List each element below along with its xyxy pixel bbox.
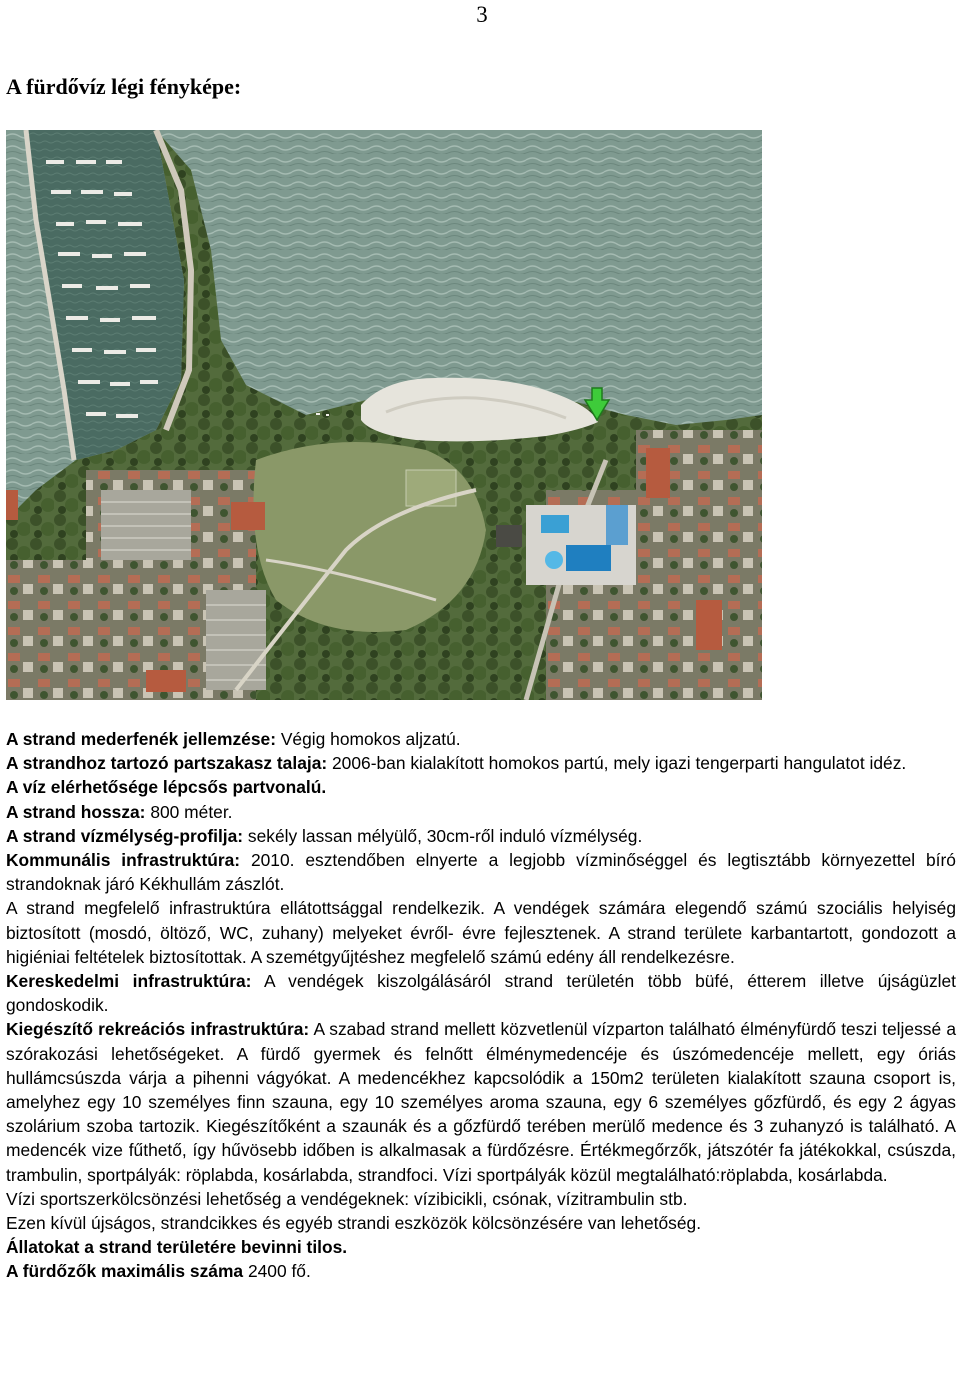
- water-access-label: A víz elérhetősége lépcsős partvonalú.: [6, 777, 327, 798]
- other-rentals: Ezen kívül újságos, strandcikkes és egyéb strandi eszközök kölcsönzésére van lehetőség.: [6, 1213, 702, 1234]
- beach-length: [6, 800, 956, 824]
- page-number: 3: [476, 2, 488, 27]
- max-bathers-label: A fürdőzők maximális száma: [6, 1261, 244, 1282]
- commercial-infrastructure-label: Kereskedelmi infrastruktúra:: [6, 971, 252, 992]
- water-sports-rental: Vízi sportszerkölcsönzési lehetőség a vendégeknek: vízibicikli, csónak, vízitrambulin stb.: [6, 1188, 688, 1209]
- shore-soil-text: 2006-ban kialakított homokos partú, mely igazi tengerparti hangulatot idéz.: [327, 753, 907, 774]
- recreational-infrastructure: [6, 1017, 956, 1186]
- beach-length-label: A strand hossza:: [6, 801, 146, 822]
- aerial-photo: [6, 130, 762, 700]
- animals-prohibited: [6, 1235, 956, 1259]
- page-heading: A fürdővíz légi fényképe:: [6, 74, 242, 99]
- depth-profile-text: sekély lassan mélyülő, 30cm-ről induló vízmélység.: [243, 825, 643, 846]
- infrastructure-equipment: A strand megfelelő infrastruktúra ellátottsággal rendelkezik. A vendégek számára elegendő számú szociális helyiség biztosított (mosdó, öltöző, WC, zuhany) melyeket évről- évre fejlesztenek. A strand területe karbantartott, gondozott a higiéniai feltételek biztosítottak. A szemétgyűjtéshez megfelelő számú edény áll rendelkezésre.: [6, 898, 956, 967]
- commercial-infrastructure: [6, 969, 956, 1017]
- beach-length-text: 800 méter.: [145, 801, 233, 822]
- seabed-characteristics: [6, 727, 956, 751]
- commercial-infrastructure-text: A vendégek kiszolgálásáról strand területén több büfé, étterem illetve újságüzlet gondoskodik.: [6, 971, 957, 1016]
- recreational-infrastructure-text: A szabad strand mellett közvetlenül vízparton található élményfürdő teszi teljessé a szórakozási lehetőségeket. A fürdő gyermek és felnőtt élménymedencéje és úszómedencéje mellett, egy óriás hullámcsúszda várja a pihenni vágyókat. A medencékhez kapcsolódik a 150m2 területen kialakított szauna csoport is, amelyhez egy 10 személyes finn szauna, egy 10 személyes aroma szauna, egy 6 személyes gőzfürdő, és egy 2 ágyas szolárium szoba tartozik. Kiegészítőként a szaunák és a gőzfürdő terében merülő medence és 3 zuhanyzó is található. A medencék vize fűthető, így hűvösebb időben is alkalmasak a fürdőzésre. Értékmegőrzők, játszótér fa játékokkal, csúszda, trambulin, sportpályák: röplabda, kosárlabda, strandfoci. Vízi sportpályák közül megtalálható:röplabda, kosárlabda.: [6, 1019, 957, 1185]
- max-bathers-text: 2400 fő.: [243, 1261, 311, 1282]
- seabed-text: Végig homokos aljzatú.: [276, 729, 461, 749]
- shore-soil-label: A strandhoz tartozó partszakasz talaja:: [6, 753, 328, 774]
- communal-infrastructure-label: Kommunális infrastruktúra:: [6, 850, 241, 871]
- seabed-label: A strand mederfenék jellemzése:: [6, 729, 276, 749]
- water-access: [6, 775, 956, 799]
- beach-description: [6, 727, 956, 1284]
- communal-infrastructure: [6, 848, 956, 896]
- depth-profile-label: A strand vízmélység-profilja:: [6, 825, 244, 846]
- animals-prohibited-label: Állatokat a strand területére bevinni tilos.: [6, 1237, 348, 1258]
- shore-soil: [6, 751, 956, 775]
- communal-infrastructure-text: 2010. esztendőben elnyerte a legjobb vízminőséggel és legtisztább környezettel bíró strandoknak járó Kékhullám zászlót.: [6, 850, 956, 895]
- depth-profile: [6, 824, 956, 848]
- max-bathers: [6, 1259, 956, 1283]
- recreational-infrastructure-label: Kiegészítő rekreációs infrastruktúra:: [6, 1019, 310, 1040]
